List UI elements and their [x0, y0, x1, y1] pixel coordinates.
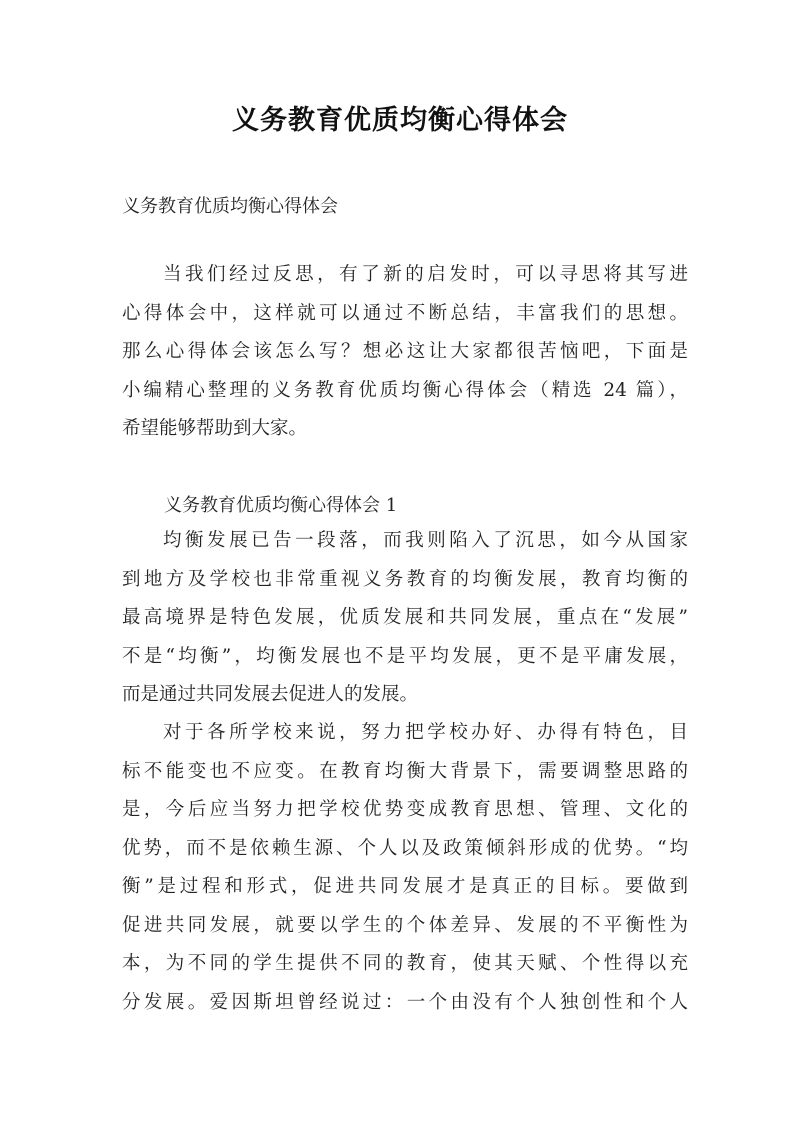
paragraph-line: 优势，而不是依赖生源、个人以及政策倾斜形成的优势。“均: [122, 837, 688, 859]
intro-line: 希望能够帮助到大家。: [122, 418, 308, 439]
paragraph-line: 是，今后应当努力把学校优势变成教育思想、管理、文化的: [122, 799, 688, 820]
paragraph-line: 衡”是过程和形式，促进共同发展才是真正的目标。要做到: [122, 876, 688, 897]
paragraph-line: 不是“均衡”，均衡发展也不是平均发展，更不是平庸发展，: [122, 645, 688, 667]
intro-line: 心得体会中，这样就可以通过不断总结，丰富我们的思想。: [122, 302, 688, 324]
document-subtitle: 义务教育优质均衡心得体会: [122, 196, 338, 217]
paragraph-line: 均衡发展已告一段落，而我则陷入了沉思，如今从国家: [163, 530, 688, 551]
paragraph-line: 对于各所学校来说，努力把学校办好、办得有特色，目: [163, 722, 688, 743]
intro-line: 那么心得体会该怎么写？想必这让大家都很苦恼吧，下面是: [122, 341, 688, 362]
intro-line: 当我们经过反思，有了新的启发时，可以寻思将其写进: [163, 264, 688, 285]
section-heading: 义务教育优质均衡心得体会 1: [164, 495, 398, 516]
paragraph-line: 分发展。爱因斯坦曾经说过：一个由没有个人独创性和个人: [122, 991, 688, 1013]
body-paragraph-2: [122, 714, 688, 1022]
document-title: 义务教育优质均衡心得体会: [232, 105, 568, 136]
paragraph-line: 本，为不同的学生提供不同的教育，使其天赋、个性得以充: [122, 953, 688, 974]
paragraph-line: 到地方及学校也非常重视义务教育的均衡发展，教育均衡的: [122, 568, 688, 590]
intro-paragraph: [122, 256, 688, 449]
paragraph-line: 而是通过共同发展去促进人的发展。: [122, 684, 419, 705]
intro-line: 小编精心整理的义务教育优质均衡心得体会（精选 24 篇），: [122, 379, 688, 401]
paragraph-line: 促进共同发展，就要以学生的个体差异、发展的不平衡性为: [122, 914, 688, 936]
paragraph-line: 标不能变也不应变。在教育均衡大背景下，需要调整思路的: [122, 760, 688, 782]
body-paragraph-1: [122, 522, 688, 715]
paragraph-line: 最高境界是特色发展，优质发展和共同发展，重点在“发展”: [122, 607, 688, 628]
